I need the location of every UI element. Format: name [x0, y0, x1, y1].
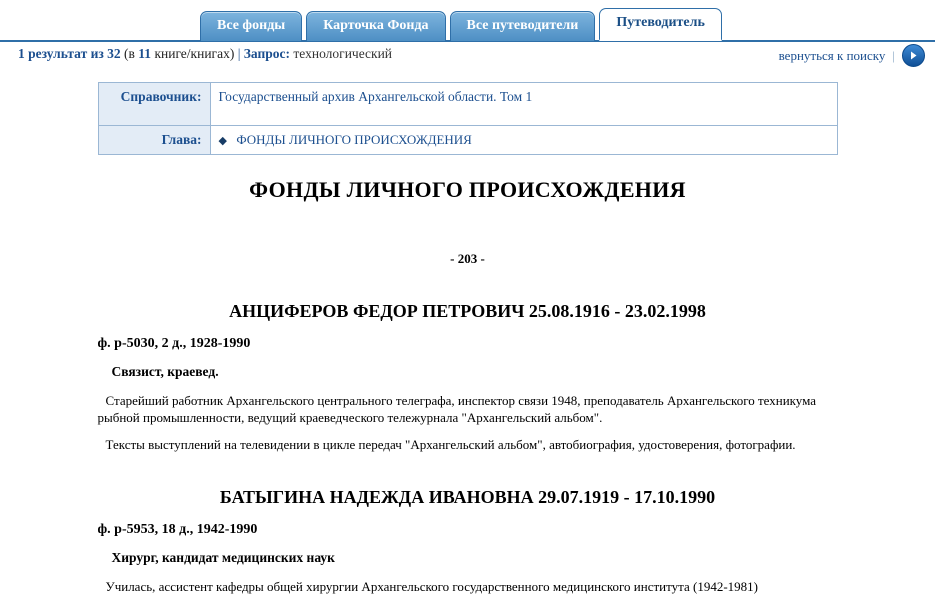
diamond-bullet-icon: ◆	[218, 135, 227, 147]
entry-role: Хирург, кандидат медицинских наук	[111, 550, 335, 565]
tab-guide[interactable]: Путеводитель	[599, 8, 722, 41]
tab-fund-card[interactable]: Карточка Фонда	[306, 11, 445, 41]
table-row	[98, 126, 837, 155]
entry-role: Связист, краевед.	[111, 364, 219, 379]
document-body	[98, 155, 838, 595]
entry-name: БАТЫГИНА НАДЕЖДА ИВАНОВНА 29.07.1919 - 17.10.1990	[219, 487, 716, 507]
record-header-table	[98, 82, 838, 155]
tab-all-guides[interactable]: Все путеводители	[450, 11, 596, 41]
entry-paragraph: Тексты выступлений на телевидении в цикле передач "Архангельский альбом", автобиография, удостоверения, фотографии.	[105, 437, 796, 452]
page-title: ФОНДЫ ЛИЧНОГО ПРОИСХОЖДЕНИЯ	[249, 177, 686, 202]
entry-paragraph: Училась, ассистент кафедры общей хирургии Архангельского государственного медицинского института (1942-1981)	[105, 579, 758, 594]
page-number: - 203 -	[450, 251, 485, 266]
reference-label: Справочник:	[98, 83, 210, 126]
result-info-bar	[0, 42, 935, 70]
books-suffix: книге/книгах)	[154, 46, 235, 61]
books-count: 11	[138, 46, 152, 61]
entry-fond: ф. р-5030, 2 д., 1928-1990	[97, 336, 251, 351]
result-count: 1 результат из 32	[18, 46, 121, 61]
back-to-search-area	[779, 44, 925, 67]
entry-paragraph: Старейший работник Архангельского центрального телеграфа, инспектор связи 1948, преподаватель Архангельского техникума рыбной промышленности, ведущий краеведческого тележурнала "Архангельский альбом".	[97, 393, 817, 425]
query-value: технологический	[293, 46, 393, 61]
chapter-link[interactable]: ФОНДЫ ЛИЧНОГО ПРОИСХОЖДЕНИЯ	[236, 132, 472, 147]
tab-list	[200, 8, 722, 41]
books-open-paren: (в	[124, 46, 135, 61]
list-item	[98, 301, 838, 453]
list-item	[98, 487, 838, 595]
query-label: Запрос:	[243, 46, 291, 61]
tab-bar	[0, 0, 935, 42]
info-separator: |	[237, 46, 241, 61]
reference-value: Государственный архив Архангельской области. Том 1	[210, 83, 837, 126]
chapter-label: Глава:	[98, 126, 210, 155]
back-to-search-link[interactable]: вернуться к поиску	[778, 47, 886, 63]
vertical-divider: |	[892, 47, 895, 63]
entry-name: АНЦИФЕРОВ ФЕДОР ПЕТРОВИЧ 25.08.1916 - 23.02.1998	[229, 301, 706, 321]
arrow-right-icon[interactable]	[902, 44, 925, 67]
chapter-value-cell	[210, 126, 837, 155]
tab-all-funds[interactable]: Все фонды	[200, 11, 302, 41]
table-row	[98, 83, 837, 126]
entry-fond: ф. р-5953, 18 д., 1942-1990	[97, 522, 258, 537]
